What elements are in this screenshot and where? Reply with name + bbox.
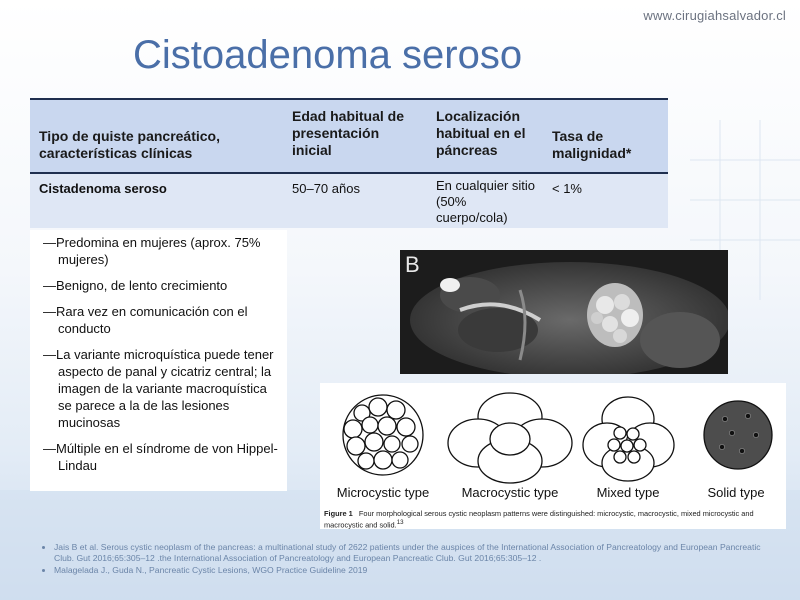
header-cyst-type: Tipo de quiste pancreático, características clínicas (39, 128, 221, 161)
reference-item: • Malagelada J., Guda N., Pancreatic Cystic Lesions, WGO Practice Guideline 2019 (54, 565, 780, 576)
header-malignancy: Tasa de malignidad* (552, 128, 632, 161)
cell-location: En cualquier sitio (50% cuerpo/cola) (436, 178, 535, 225)
microcystic-diagram (343, 395, 423, 475)
caption-text: Four morphological serous cystic neoplasm patterns were distinguished: microcystic, macrocystic, mixed microcystic and macrocystic and solid. (324, 509, 754, 530)
header-age: Edad habitual de presentación inicial (292, 108, 405, 158)
feature-list (30, 230, 287, 491)
list-item: —La variante microquística puede tener aspecto de panal y cicatriz central; la imagen de la variante macroquística se parece a la de las lesiones mucinosas (43, 347, 274, 430)
table-row (30, 174, 668, 228)
caption-ref: 13 (396, 519, 404, 526)
cell-malignancy: < 1% (552, 181, 582, 196)
list-item: —Rara vez en comunicación con el conducto (43, 304, 248, 336)
list-item: —Predomina en mujeres (aprox. 75% mujeres) (43, 235, 261, 267)
list-item: —Múltiple en el síndrome de von Hippel-Lindau (43, 441, 278, 473)
cyst-table (30, 98, 668, 228)
mri-panel-label: B (405, 252, 420, 277)
cell-cyst-type: Cistadenoma seroso (39, 181, 167, 196)
table-header-row (30, 98, 668, 174)
site-url: www.cirugiahsalvador.cl (643, 8, 786, 23)
label-solid: Solid type (707, 485, 765, 500)
references (40, 542, 780, 577)
slide-title: Cistoadenoma seroso (133, 33, 523, 77)
label-mixed: Mixed type (596, 485, 660, 500)
mri-image (400, 250, 728, 374)
caption-label: Figure 1 (324, 509, 353, 518)
cell-age: 50–70 años (292, 181, 360, 196)
reference-item: • Jais B et al. Serous cystic neoplasm of the pancreas: a multinational study of 2622 patients under the auspices of the International Association of Pancreatology and European Pancreatic Club. Gut 2016;65:305–12 .the International Association of Pancreatology and European Pancreatic Club. Gut 2016;65:305–12 . (54, 542, 780, 564)
list-item: —Benigno, de lento crecimiento (43, 278, 228, 293)
figure-caption (324, 509, 780, 529)
macrocystic-diagram (448, 393, 572, 483)
header-location: Localización habitual en el páncreas (436, 108, 526, 158)
morphology-figure (320, 383, 786, 529)
mixed-diagram (583, 397, 674, 481)
solid-diagram (704, 401, 772, 469)
label-microcystic: Microcystic type (336, 485, 430, 500)
label-macrocystic: Macrocystic type (461, 485, 559, 500)
mri-scan-graphic (400, 250, 728, 374)
